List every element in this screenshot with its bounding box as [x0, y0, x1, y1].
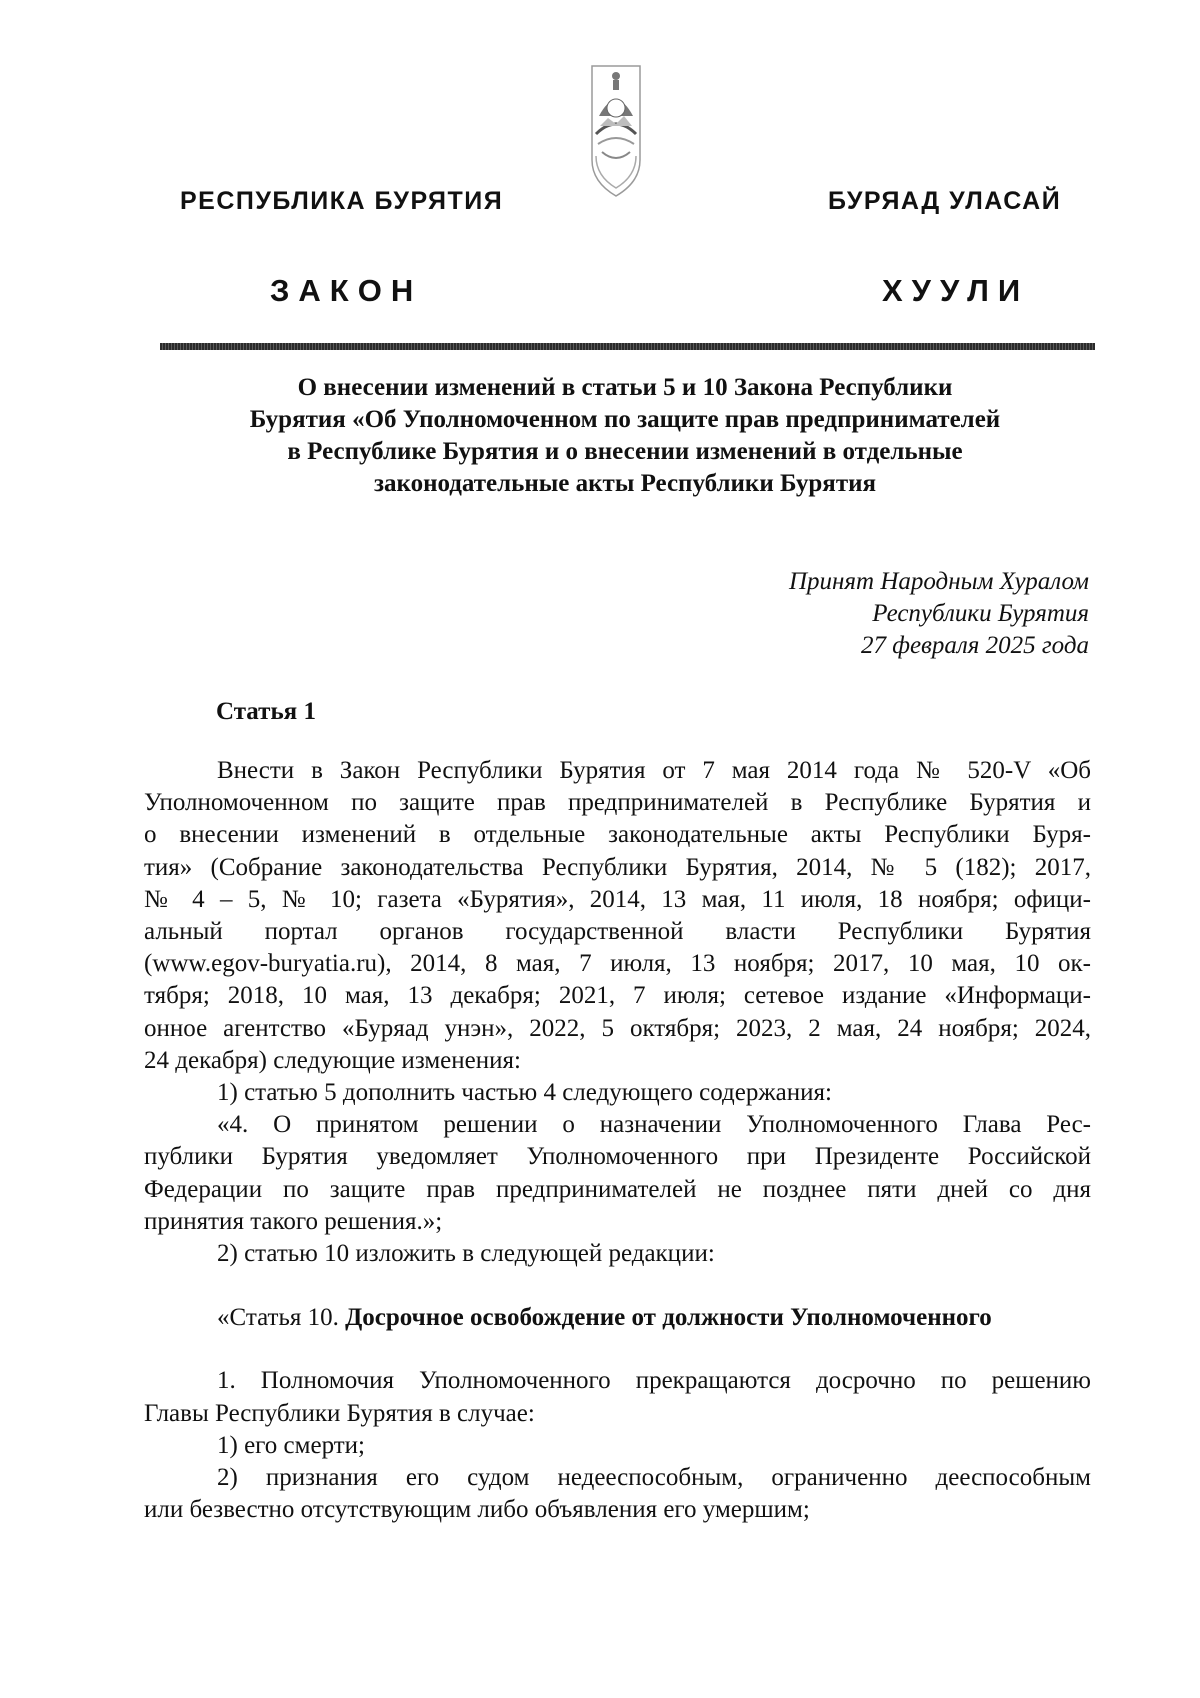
- quote-line: публики Бурятия уведомляет Уполномоченного при Президенте Российской: [144, 1143, 1091, 1171]
- adoption-line: Республики Бурятия: [872, 600, 1089, 627]
- title-line: Бурятия «Об Уполномоченном по защите прав предпринимателей: [249, 406, 1001, 433]
- doc-type-buryat: ХУУЛИ: [882, 273, 1030, 308]
- list-item: 1) статью 5 дополнить частью 4 следующего содержания:: [217, 1079, 832, 1107]
- body-line: онное агентство «Буряад унэн», 2022, 5 октября; 2023, 2 мая, 24 ноября; 2024,: [144, 1014, 1091, 1042]
- body-line: Внести в Закон Республики Бурятия от 7 мая 2014 года № 520-V «Об: [217, 757, 1091, 784]
- list-item: или безвестно отсутствующим либо объявления его умершим;: [144, 1496, 810, 1524]
- adoption-date: 27 февраля 2025 года: [860, 632, 1089, 659]
- adoption-line: Принят Народным Хуралом: [788, 568, 1089, 595]
- article10-heading: [144, 1302, 1091, 1334]
- list-item: 2) статью 10 изложить в следующей редакции:: [217, 1240, 715, 1268]
- body-line: № 4 – 5, № 10; газета «Бурятия», 2014, 13 мая, 11 июля, 18 ноября; офици-: [144, 885, 1091, 913]
- body-line: тября; 2018, 10 мая, 13 декабря; 2021, 7 июля; сетевое издание «Информаци-: [144, 982, 1091, 1010]
- law-title: [200, 372, 1050, 500]
- country-name-buryat: БУРЯАД УЛАСАЙ: [828, 187, 1062, 215]
- body-line: Главы Республики Бурятия в случае:: [144, 1399, 535, 1427]
- body-line: (www.egov-buryatia.ru), 2014, 8 мая, 7 июля, 13 ноября; 2017, 10 мая, 10 ок-: [144, 950, 1091, 978]
- quote-line: принятия такого решения.»;: [144, 1207, 443, 1235]
- body-line: о внесении изменений в отдельные законодательные акты Республики Буря-: [144, 821, 1091, 849]
- body-line: альный портал органов государственной власти Республики Бурятия: [144, 918, 1091, 946]
- list-item: 1) его смерти;: [217, 1431, 365, 1459]
- country-name-russian: РЕСПУБЛИКА БУРЯТИЯ: [180, 187, 504, 215]
- spacer: [144, 1334, 1091, 1365]
- adoption-note: [789, 566, 1089, 662]
- header-divider: [160, 343, 1095, 350]
- article-body: [144, 755, 1091, 1526]
- quote-line: «4. О принятом решении о назначении Уполномоченного Глава Рес-: [217, 1111, 1091, 1139]
- list-item: 2) признания его судом недееспособным, ограниченно дееспособным: [217, 1464, 1091, 1492]
- title-line: О внесении изменений в статьи 5 и 10 Закона Республики: [297, 374, 953, 401]
- title-line: в Республике Бурятия и о внесении изменений в отдельные: [287, 438, 963, 465]
- spacer: [144, 1270, 1091, 1302]
- article-heading: Статья 1: [216, 698, 316, 725]
- coat-of-arms-icon: [588, 60, 644, 200]
- doc-type-russian: ЗАКОН: [270, 273, 423, 308]
- article10-title: Досрочное освобождение от должности Уполномоченного: [345, 1304, 992, 1332]
- body-line: Уполномоченном по защите прав предпринимателей в Республике Бурятия и: [144, 789, 1091, 817]
- title-line: законодательные акты Республики Бурятия: [373, 470, 877, 497]
- body-line: тия» (Собрание законодательства Республики Бурятия, 2014, № 5 (182); 2017,: [144, 853, 1091, 881]
- body-line: 1. Полномочия Уполномоченного прекращаются досрочно по решению: [217, 1367, 1091, 1395]
- quote-line: Федерации по защите прав предпринимателей не позднее пяти дней со дня: [144, 1175, 1091, 1203]
- body-line: 24 декабря) следующие изменения:: [144, 1046, 521, 1074]
- article10-prefix: «Статья 10.: [217, 1304, 346, 1332]
